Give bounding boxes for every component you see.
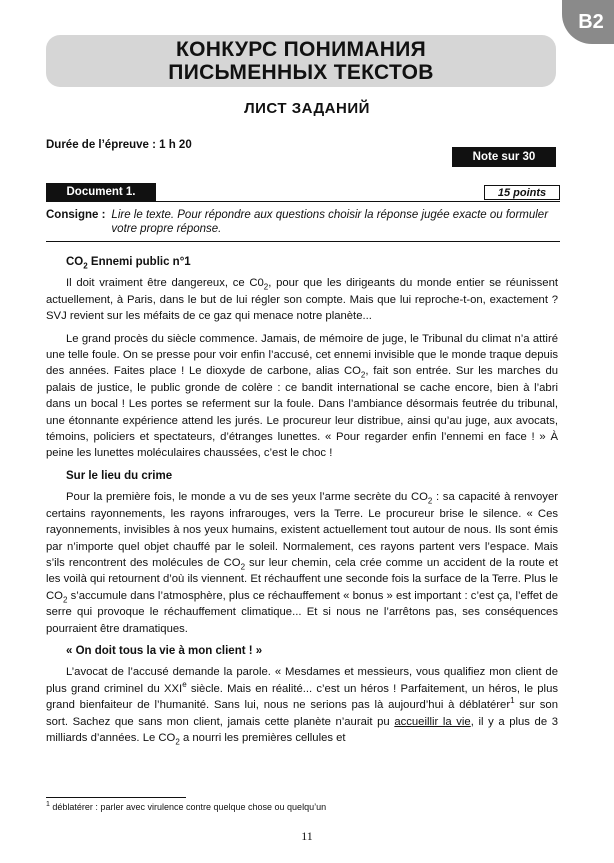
article <box>46 254 558 752</box>
title-line-1: КОНКУРС ПОНИМАНИЯ <box>175 38 426 61</box>
instructions-label: Consigne : <box>46 209 106 221</box>
subtitle: ЛИСТ ЗАДАНИЙ <box>244 100 370 117</box>
document-label: Document 1. <box>46 183 156 201</box>
paragraph: Pour la première fois, le monde a vu de ses yeux l’arme secrète du $CO_2$ : sa capacité à renvoyer certains rayonnements, les rayons infrarouges, vers la Terre. Le procureur brise le silence. « Ces rayonnements, invisibles à nos yeux humains, existent actuellement tout autour de nous. Ils sont émis par n’importe quel objet chauffé par le soleil. Normalement, ces rayons partent vers l’espace. Mais s’ils rencontrent des molécules de $CO_2$ sur leur chemin, cela crée comme un accident de la route et les voilà qui retournent d’où ils viennent. Et réchauffent une seconde fois la surface de la Terre. Plus le $CO_2$ s’accumule dans l’atmosphère, plus ce réchauffement « bonus » est important : c’est ça, l’effet de serre qui provoque le réchauffement climatique... Et si nous ne l’arrêtons pas, ses conséquences pourraient être dramatiques. <box>46 491 559 635</box>
title-banner <box>46 35 556 87</box>
footnote: $^1$ déblatérer : parler avec virulence contre quelque chose ou quelqu’un <box>46 801 327 812</box>
footnote-divider <box>46 797 186 798</box>
paragraph: Le grand procès du siècle commence. Jamais, de mémoire de juge, le Tribunal du climat n’a attiré une telle foule. On se presse pour voir enfin l’accusé, cet ennemi invisible que le monde traque depuis des années. Faites place ! Le dioxyde de carbone, alias $CO_2$, fait son entrée. Sur les marches du palais de justice, le public gronde de colère : ce bandit international se cache encore, bien à l’abri dans un bocal ! Les portes se referment sur la foule. Dans l’ambiance désormais feutrée du tribunal, une étonnante expérience attend les jurés. Le procureur leur distribue, ainsi qu’au juge, aux avocats, témoins, policiers et spectateurs, d’étranges lunettes. « Pour regarder enfin l’ennemi en face ! » À peine les lunettes moléculaires chaussées, c’est le choc ! <box>46 332 559 460</box>
section-heading: Sur le lieu du crime <box>66 469 173 482</box>
level-badge: B2 <box>562 0 614 44</box>
paragraph: Il doit vraiment être dangereux, ce $C0_2$, pour que les dirigeants du monde entier se réunissent actuellement, à Paris, dans le but de lui régler son compte. Mais que lui reproche-t-on, exactement ? SVJ revient sur les méfaits de ce gaz qui menace notre planète... <box>46 277 559 323</box>
instructions-text: Lire le texte. Pour répondre aux questions choisir la réponse jugée exacte ou formuler votre propre réponse. <box>111 209 549 235</box>
points-box: 15 points <box>484 185 560 200</box>
note-box: Note sur 30 <box>452 147 556 167</box>
divider <box>46 241 560 242</box>
exam-duration: Durée de l’épreuve : 1 h 20 <box>46 139 192 151</box>
article-title: $CO_2$ Ennemi public n°1 <box>66 256 191 271</box>
divider <box>46 201 560 202</box>
title-line-2: ПИСЬМЕННЫХ ТЕКСТОВ <box>168 61 434 84</box>
section-heading: « On doit tous la vie à mon client ! » <box>66 644 263 657</box>
instructions <box>46 208 560 236</box>
page-number: 11 <box>301 829 313 843</box>
paragraph: L’avocat de l’accusé demande la parole. « Mesdames et messieurs, vous qualifiez mon client de plus grand criminel du XXIe siècle. Mais en réalité... c’est un héros ! Parfaitement, un héros, le plus grand bienfaiteur de l’humanité. Sans lui, nous ne serions pas là aujourd’hui à déblatérer$^1$ sur son sort. Sachez que sans mon client, jamais cette planète n’aurait pu accueillir la vie, il y a plus de 3 milliards d’années. Le $CO_2$ a nourri les premières cellules et <box>46 666 559 747</box>
